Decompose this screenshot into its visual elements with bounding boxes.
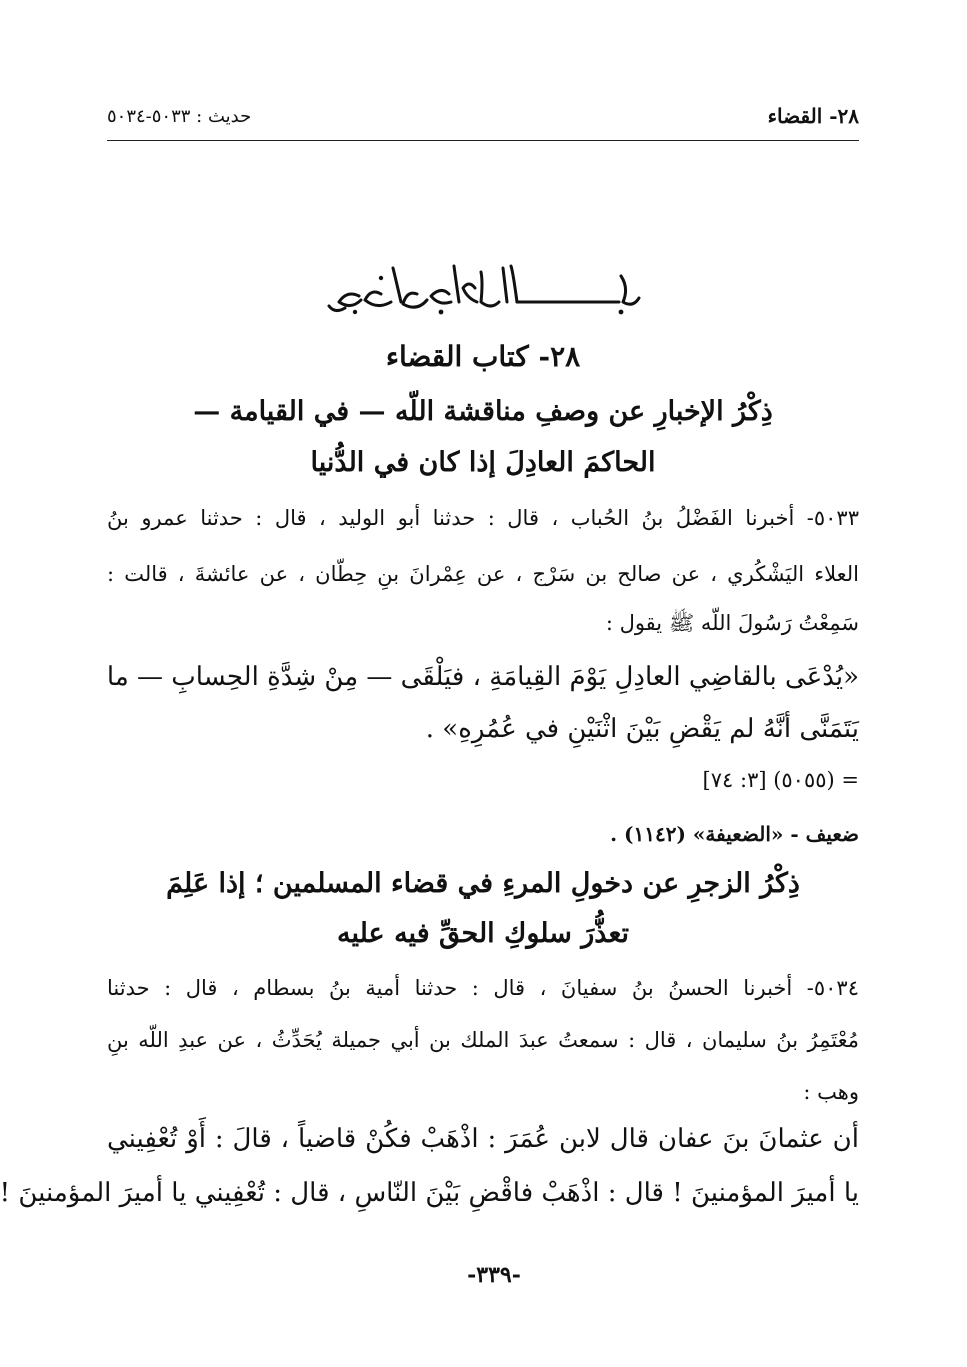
cross-reference: = (٥٠٥٥) [٣: ٧٤] <box>702 768 859 792</box>
hadith-isnad: وهب : <box>803 1080 859 1104</box>
hadith-matn: يَتَمَنَّى أنَّهُ لم يَقْضِ بَيْنَ اثْنَيْنِ في عُمُرِهِ» . <box>425 714 859 744</box>
hadith-range-header: حديث : ٥٠٣٣-٥٠٣٤ <box>107 106 252 127</box>
hadith-isnad: ٥٠٣٣- أخبرنا الفَضْلُ بنُ الحُباب ، قال : حدثنا أبو الوليد ، قال : حدثنا عمرو بنُ <box>107 506 859 530</box>
chapter-header: ٢٨- القضاء <box>767 104 859 128</box>
basmala-calligraphy <box>321 258 651 320</box>
hadith-isnad: ٥٠٣٤- أخبرنا الحسنُ بنُ سفيانَ ، قال : حدثنا أمية بنُ بسطام ، قال : حدثنا <box>107 976 859 1000</box>
hadith-matn: «يُدْعَى بالقاضِي العادِلِ يَوْمَ القِيامَةِ ، فيَلْقَى — مِنْ شِدَّةِ الحِسابِ — ما <box>106 662 859 692</box>
section-heading: الحاكمَ العادِلَ إذا كان في الدُّنيا <box>310 447 656 478</box>
hadith-isnad: سَمِعْتُ رَسُولَ اللّه ﷺ يقول : <box>605 611 859 635</box>
section-heading: ذِكْرُ الزجرِ عن دخولِ المرءِ في قضاء المسلمين ؛ إذا عَلِمَ <box>166 868 800 899</box>
hadith-isnad: مُعْتَمِرُ بنُ سليمان ، قال : سمعتُ عبدَ الملك بن أبي جميلة يُحَدِّثُ ، عن عبدِ اللّه بنِ <box>107 1028 859 1052</box>
hadith-text: أن عثمانَ بنَ عفان قال لابن عُمَرَ : اذْهَبْ فكُنْ قاضياً ، قالَ : أَوْ تُعْفِيني <box>107 1124 859 1154</box>
book-title: ٢٨- كتاب القضاء <box>385 340 581 373</box>
hadith-text: يا أميرَ المؤمنينَ ! قال : اذْهَبْ فاقْضِ بَيْنَ النّاسِ ، قال : تُعْفِيني يا أميرَ المؤمنينَ ! <box>0 1178 859 1208</box>
running-header <box>107 100 859 141</box>
hadith-grade: ضعيف - «الضعيفة» (١١٤٢) . <box>610 822 859 846</box>
section-heading: ذِكْرُ الإخبارِ عن وصفِ مناقشة اللّه — في القيامة — <box>193 396 773 427</box>
section-heading: تعذُّرَ سلوكِ الحقِّ فيه عليه <box>337 918 629 949</box>
page-number: -٣٣٩- <box>467 1262 521 1288</box>
hadith-isnad: العلاء اليَشْكُري ، عن صالح بن سَرْج ، عن عِمْرانَ بنِ حِطّان ، عن عائشةَ ، قالت : <box>107 562 859 586</box>
